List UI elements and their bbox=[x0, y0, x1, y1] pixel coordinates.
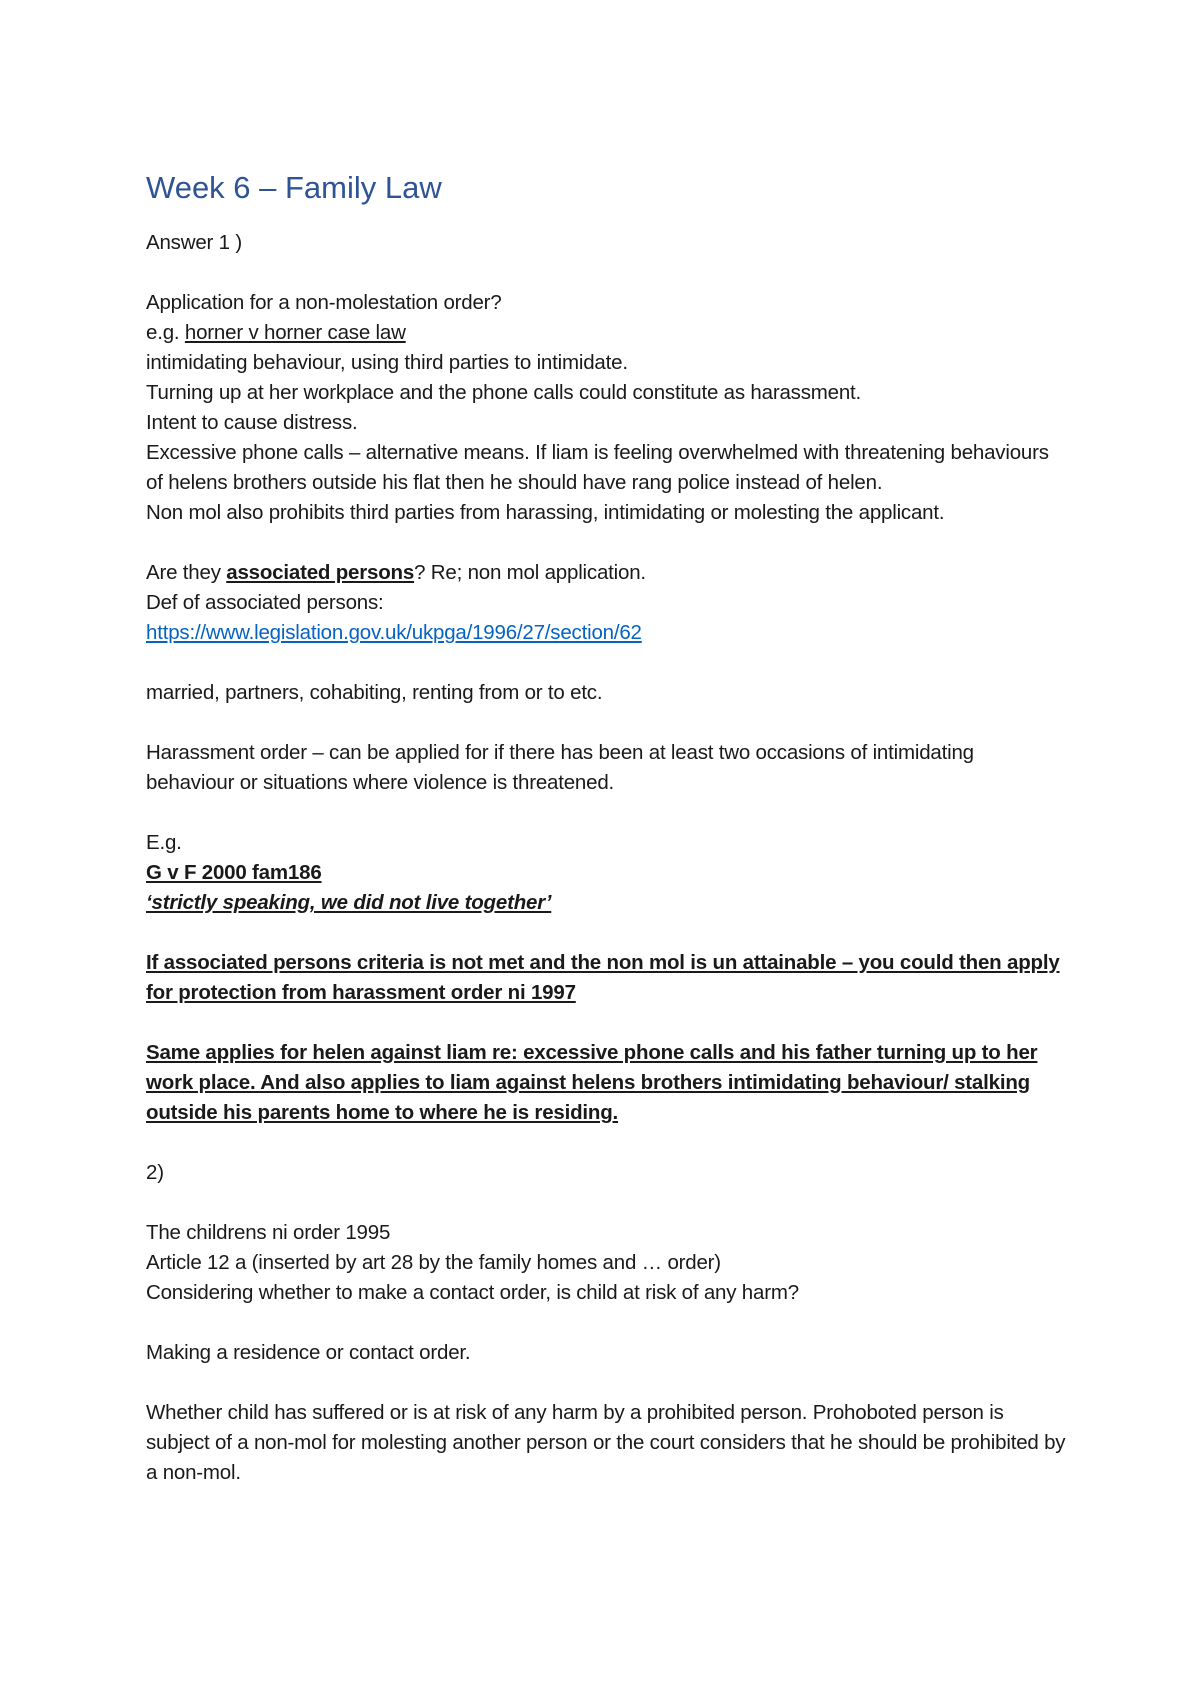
note-same-applies: Same applies for helen against liam re: excessive phone calls and his father turning up to her work place. And also applies to liam against helens brothers intimidating behaviour/ stalking outside his parents home to where he is residing. bbox=[146, 1041, 1038, 1124]
paragraph-workplace: Turning up at her workplace and the phone calls could constitute as harassment. bbox=[146, 381, 862, 404]
spacer bbox=[146, 918, 1066, 948]
paragraph-intent: Intent to cause distress. bbox=[146, 411, 358, 434]
definition-label: Def of associated persons: bbox=[146, 591, 384, 614]
paragraph-prohibited-person: Whether child has suffered or is at risk of any harm by a prohibited person. Prohoboted person is subject of a non-mol for molesting another person or the court considers that he should be prohibited by a non-mol. bbox=[146, 1401, 1066, 1484]
page-title: Week 6 – Family Law bbox=[146, 170, 442, 205]
spacer bbox=[146, 708, 1066, 738]
example-prefix: e.g. bbox=[146, 321, 185, 344]
legislation-link[interactable]: https://www.legislation.gov.uk/ukpga/1996/27/section/62 bbox=[146, 621, 642, 644]
paragraph-residence-order: Making a residence or contact order. bbox=[146, 1341, 471, 1364]
paragraph-link bbox=[146, 618, 1066, 648]
spacer bbox=[146, 1128, 1066, 1158]
question-suffix: ? Re; non mol application. bbox=[414, 561, 646, 584]
spacer bbox=[146, 1188, 1066, 1218]
question-prefix: Are they bbox=[146, 561, 227, 584]
example-label: E.g. bbox=[146, 831, 182, 854]
paragraph-example bbox=[146, 318, 1066, 348]
paragraph-relationships: married, partners, cohabiting, renting from or to etc. bbox=[146, 681, 603, 704]
spacer bbox=[146, 1308, 1066, 1338]
paragraph-excessive-calls: Excessive phone calls – alternative means. If liam is feeling overwhelmed with threatening behaviours of helens brothers outside his flat then he should have rang police instead of helen. bbox=[146, 441, 1049, 494]
case-reference: horner v horner case law bbox=[184, 321, 406, 344]
spacer bbox=[146, 258, 1066, 288]
paragraph-harassment-order: Harassment order – can be applied for if there has been at least two occasions of intimidating behaviour or situations where violence is threatened. bbox=[146, 741, 974, 794]
spacer bbox=[146, 528, 1066, 558]
associated-persons-term: associated persons bbox=[226, 561, 415, 584]
paragraph-associated-question bbox=[146, 558, 1066, 588]
document-body bbox=[146, 168, 1066, 1488]
paragraph-childrens-order: The childrens ni order 1995 bbox=[146, 1221, 391, 1244]
spacer bbox=[146, 648, 1066, 678]
paragraph-article: Article 12 a (inserted by art 28 by the family homes and … order) bbox=[146, 1251, 721, 1274]
paragraph-third-parties: Non mol also prohibits third parties from harassing, intimidating or molesting the applicant. bbox=[146, 501, 945, 524]
spacer bbox=[146, 1008, 1066, 1038]
paragraph-contact-order: Considering whether to make a contact order, is child at risk of any harm? bbox=[146, 1281, 799, 1304]
note-associated-criteria: If associated persons criteria is not met and the non mol is un attainable – you could then apply for protection from harassment order ni 1997 bbox=[146, 951, 1060, 1004]
answer-2-heading: 2) bbox=[146, 1161, 164, 1184]
spacer bbox=[146, 798, 1066, 828]
answer-heading: Answer 1 ) bbox=[146, 231, 242, 254]
case-citation: G v F 2000 fam186 bbox=[146, 861, 322, 884]
spacer bbox=[146, 1368, 1066, 1398]
case-quote: ‘strictly speaking, we did not live together’ bbox=[146, 891, 552, 914]
paragraph-application: Application for a non-molestation order? bbox=[146, 291, 502, 314]
paragraph-intimidating: intimidating behaviour, using third parties to intimidate. bbox=[146, 351, 628, 374]
